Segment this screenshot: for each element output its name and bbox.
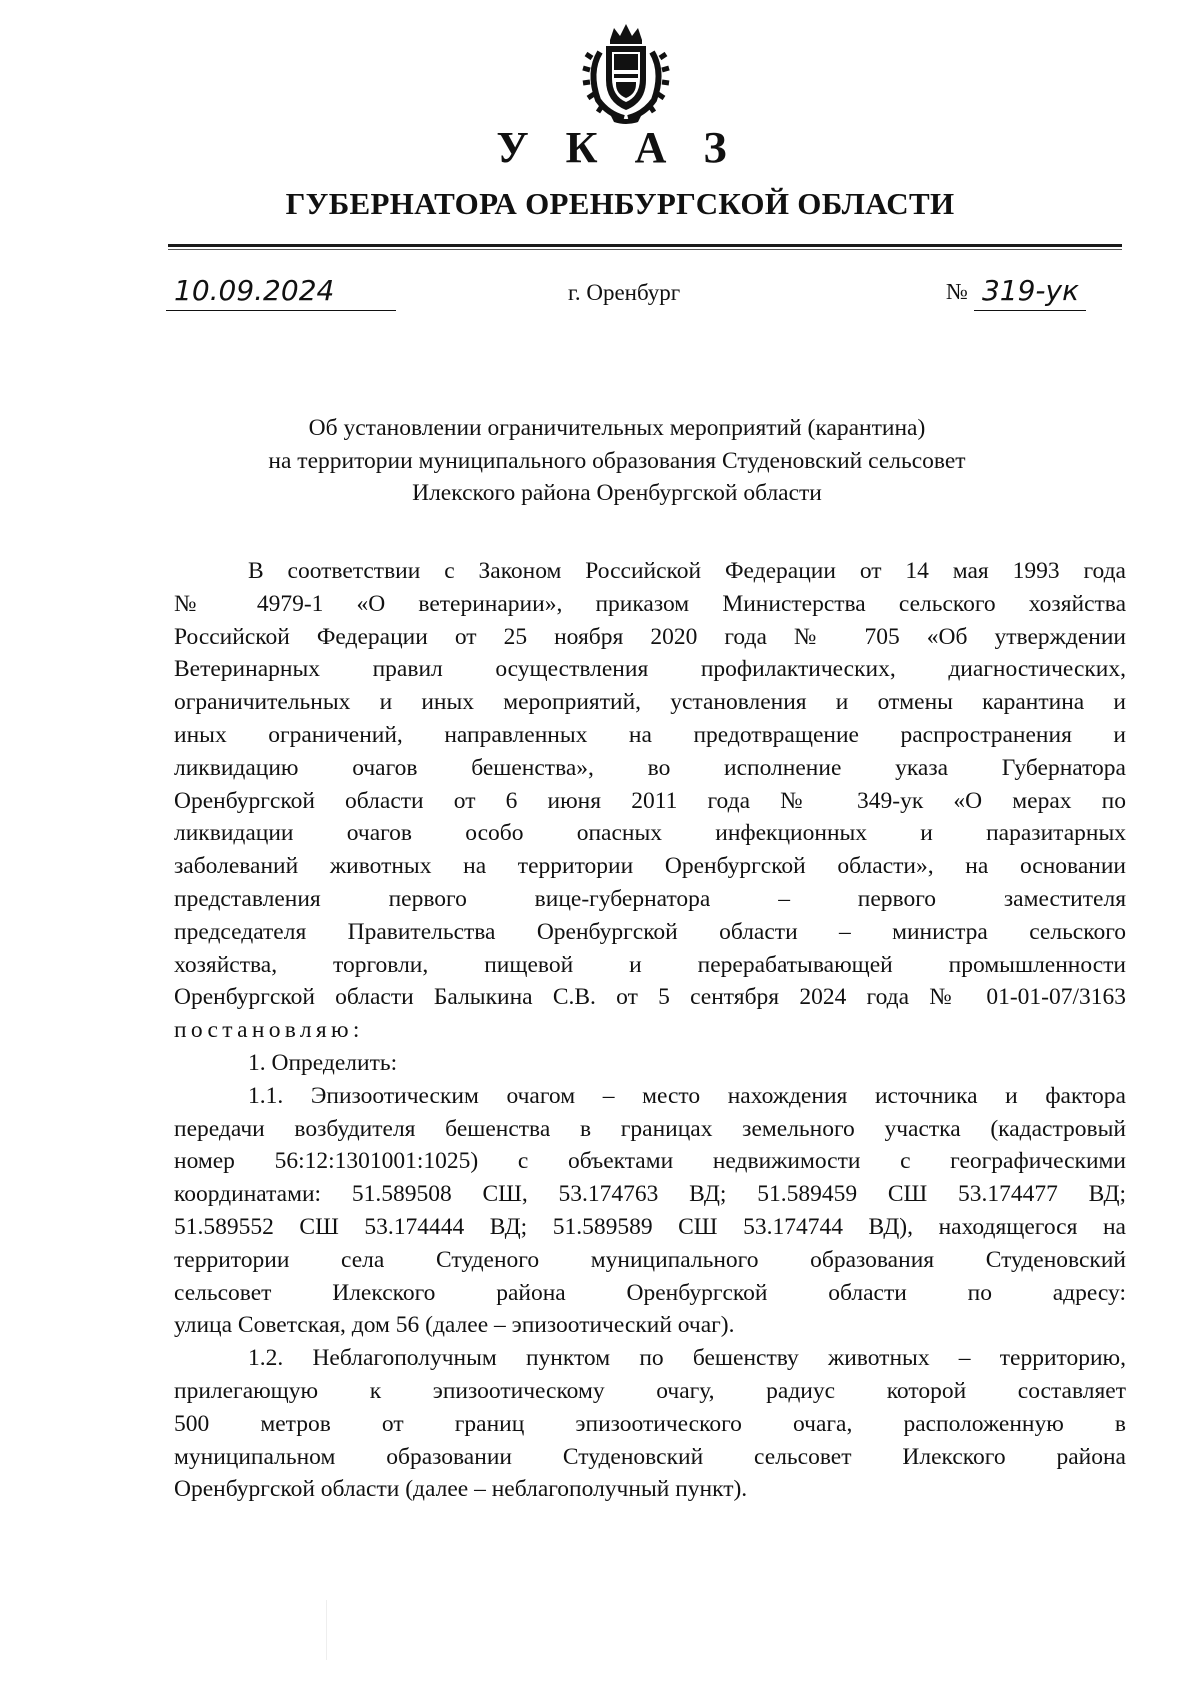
subject-line: Об установлении ограничительных мероприятий (карантина): [308, 415, 926, 441]
body-line: номер 56:12:1301001:1025) с объектами недвижимости с географическими: [174, 1148, 1126, 1175]
body-line: ликвидацию очагов бешенства», во исполнение указа Губернатора: [174, 754, 1126, 781]
body-line: Оренбургской области (далее – неблагополучный пункт).: [174, 1476, 748, 1503]
body-line: № 4979-1 «О ветеринарии», приказом Министерства сельского хозяйства: [174, 590, 1126, 617]
body-line: 1.2. Неблагополучным пунктом по бешенству животных – территорию,: [248, 1345, 1126, 1372]
body-line: территории села Студеного муниципального образования Студеновский: [174, 1246, 1126, 1273]
body-line: иных ограничений, направленных на предотвращение распространения и: [174, 721, 1126, 748]
body-line: 1.1. Эпизоотическим очагом – место нахождения источника и фактора: [248, 1082, 1126, 1109]
body-line: Российской Федерации от 25 ноября 2020 года № 705 «Об утверждении: [174, 623, 1126, 650]
body-line: ограничительных и иных мероприятий, установления и отмены карантина и: [174, 689, 1126, 716]
document-type-title: У К А З: [496, 123, 740, 172]
number-sign: №: [946, 279, 968, 304]
header-divider: [168, 244, 1122, 247]
body-line: 500 метров от границ эпизоотического очага, расположенную в: [174, 1410, 1126, 1437]
document-subject: [0, 412, 1200, 510]
document-body: [174, 555, 1126, 1506]
issuer-title: ГУБЕРНАТОРА ОРЕНБУРГСКОЙ ОБЛАСТИ: [285, 186, 955, 221]
body-line: прилегающую к эпизоотическому очагу, радиус которой составляет: [174, 1377, 1126, 1404]
body-line: передачи возбудителя бешенства в границах земельного участка (кадастровый: [174, 1115, 1126, 1142]
subject-line: на территории муниципального образования Студеновский сельсовет: [268, 447, 966, 474]
number-value: 319-ук: [974, 272, 1086, 311]
body-line: хозяйства, торговли, пищевой и перерабатывающей промышленности: [174, 951, 1126, 978]
subject-line: Илекского района Оренбургской области: [412, 480, 822, 506]
body-line: председателя Правительства Оренбургской области – министра сельского: [174, 918, 1126, 945]
coat-of-arms-icon: [570, 22, 682, 124]
body-line: ликвидации очагов особо опасных инфекционных и паразитарных: [174, 820, 1126, 847]
body-line: координатами: 51.589508 СШ, 53.174763 ВД; 51.589459 СШ 53.174477 ВД;: [174, 1181, 1126, 1208]
document-city: г. Оренбург: [568, 280, 681, 305]
decree-word: постановляю:: [174, 1017, 364, 1044]
body-line: 51.589552 СШ 53.174444 ВД; 51.589589 СШ 53.174744 ВД), находящегося на: [174, 1213, 1126, 1240]
document-number: [946, 272, 1086, 311]
body-line: Оренбургской области Балыкина С.В. от 5 сентября 2024 года № 01-01-07/3163: [174, 984, 1126, 1011]
body-line: В соответствии с Законом Российской Федерации от 14 мая 1993 года: [248, 558, 1126, 584]
body-line: Ветеринарных правил осуществления профилактических, диагностических,: [174, 656, 1126, 683]
body-line: представления первого вице-губернатора – первого заместителя: [174, 885, 1126, 912]
body-line: улица Советская, дом 56 (далее – эпизоотический очаг).: [174, 1312, 735, 1339]
body-line: заболеваний животных на территории Оренбургской области», на основании: [174, 853, 1126, 880]
body-line: сельсовет Илекского района Оренбургской области по адресу:: [174, 1279, 1126, 1306]
body-line: Оренбургской области от 6 июня 2011 года № 349-ук «О мерах по: [174, 787, 1126, 814]
scan-artifact: [326, 1600, 327, 1660]
item-1-heading: 1. Определить:: [248, 1049, 398, 1076]
body-line: муниципальном образовании Студеновский сельсовет Илекского района: [174, 1443, 1126, 1470]
document-date: 10.09.2024: [166, 272, 396, 311]
header-divider-thin: [168, 249, 1122, 250]
